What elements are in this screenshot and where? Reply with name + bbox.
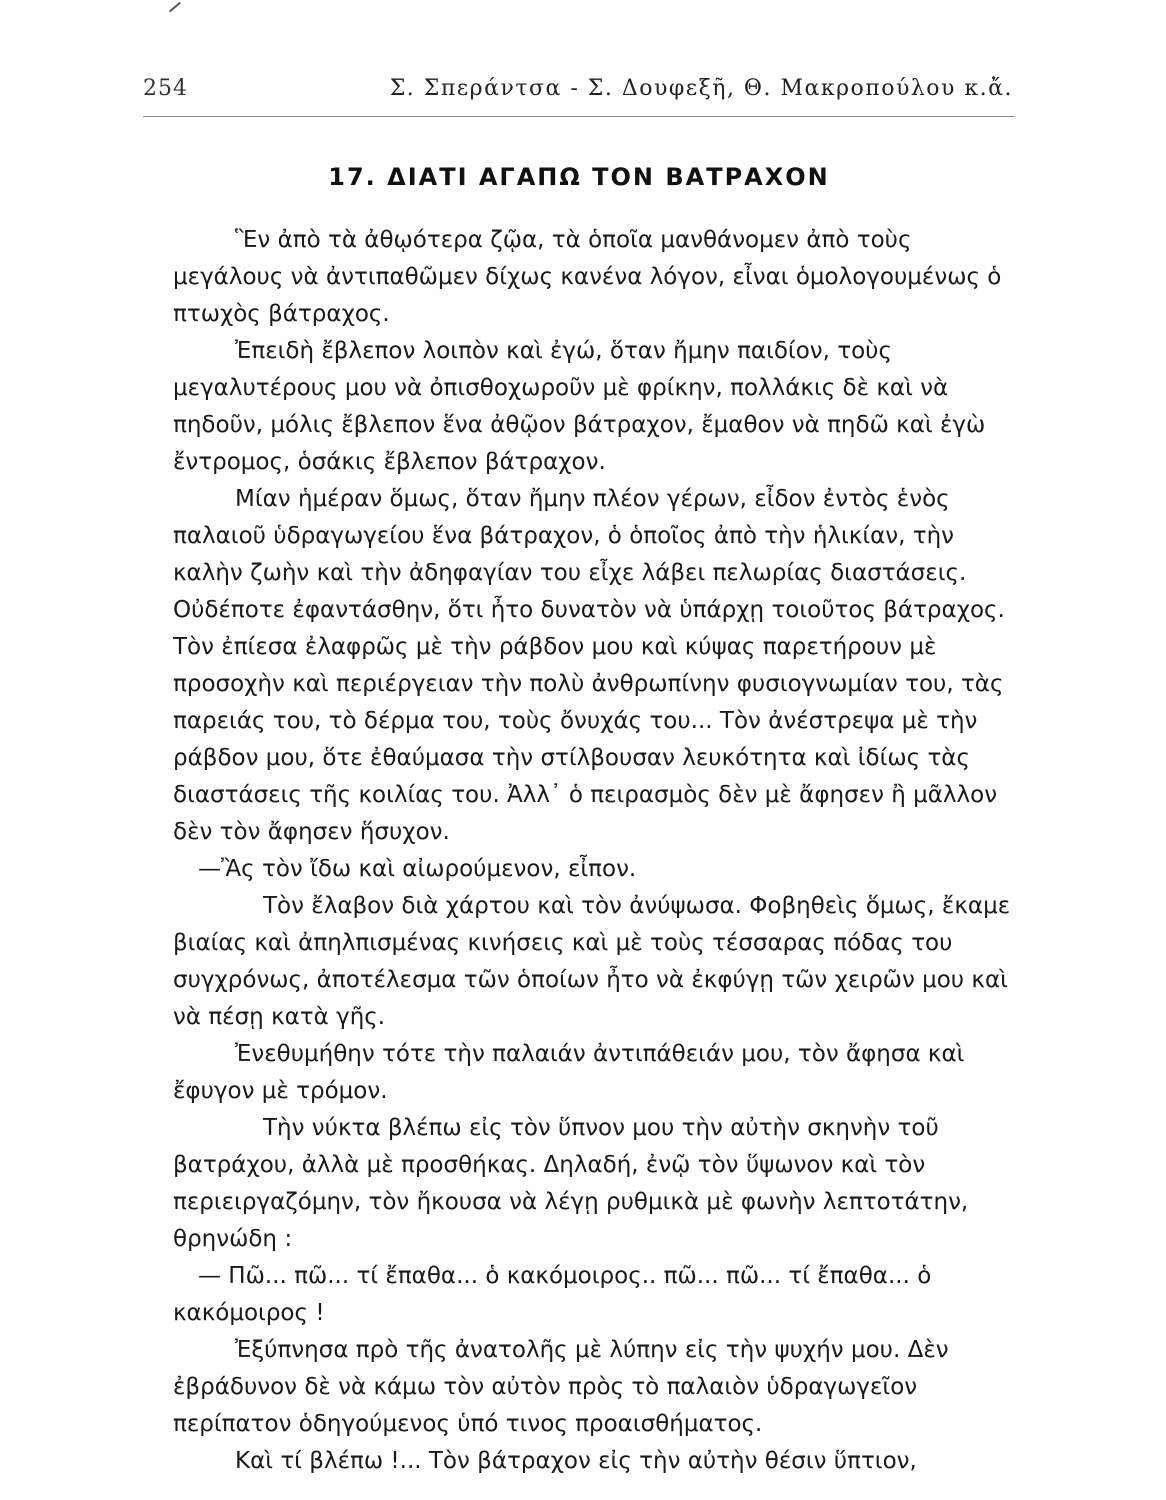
paragraph-2: Ἐπειδὴ ἔβλεπον λοιπὸν καὶ ἐγώ, ὅταν ἤμην παιδίον, τοὺς μεγαλυτέρους μου νὰ ὀπισθοχωροῦν μὲ φρίκην, πολλάκις δὲ καὶ νὰ πηδοῦν, μόλις ἔβλεπον ἕνα ἀθῷον βάτραχον, ἔμαθον νὰ πηδῶ καὶ ἐγὼ ἔντρομος, ὁσάκις ἔβλεπον βάτραχον. — [173, 338, 986, 475]
paragraph-1: Ἓν ἀπὸ τὰ ἀθῳότερα ζῷα, τὰ ὁποῖα μανθάνομεν ἀπὸ τοὺς μεγάλους νὰ ἀντιπαθῶμεν δίχως κανένα λόγον, εἶναι ὁμολογουμένως ὁ πτωχὸς βάτραχος. — [173, 227, 1002, 327]
page-number: 254 — [143, 76, 188, 101]
stray-pen-mark — [169, 2, 181, 13]
paragraph-5: Τὸν ἔλαβον διὰ χάρτου καὶ τὸν ἀνύψωσα. Φοβηθεὶς ὅμως, ἔκαμε βιαίας καὶ ἀπηλπισμένας κινήσεις καὶ μὲ τοὺς τέσσαρας πόδας του συγχρόνως, ἀποτέλεσμα τῶν ὁποίων ἦτο νὰ ἐκφύγῃ τῶν χειρῶν μου καὶ νὰ πέσῃ κατὰ γῆς. — [173, 893, 1011, 1030]
paragraph-9: Ἐξύπνησα πρὸ τῆς ἀνατολῆς μὲ λύπην εἰς τὴν ψυχήν μου. Δὲν ἐβράδυνον δὲ νὰ κάμω τὸν αὐτὸν πρὸς τὸ παλαιὸν ὑδραγωγεῖον περίπατον ὁδηγούμενος ὑπό τινος προαισθήματος. — [173, 1337, 949, 1437]
paragraph-6: Ἐνεθυμήθην τότε τὴν παλαιάν ἀντιπάθειάν μου, τὸν ἄφησα καὶ ἔφυγον μὲ τρόμον. — [173, 1041, 965, 1104]
chapter-title: 17. ΔΙΑΤΙ ΑΓΑΠΩ ΤΟΝ ΒΑΤΡΑΧΟΝ — [328, 163, 830, 191]
paragraph-4-dialogue: —Ἂς τὸν ἴδω καὶ αἰωρούμενον, εἶπον. — [198, 856, 637, 882]
running-head: Σ. Σπεράντσα - Σ. Δουφεξῆ, Θ. Μακροπούλου κ.ἄ. — [389, 76, 1013, 101]
paragraph-7: Τὴν νύκτα βλέπω εἰς τὸν ὕπνον μου τὴν αὐτὴν σκηνὴν τοῦ βατράχου, ἀλλὰ μὲ προσθήκας. Δηλαδή, ἐνῷ τὸν ὕψωνον καὶ τὸν περιειργαζόμην, τὸν ἤκουσα νὰ λέγῃ ρυθμικὰ μὲ φωνὴν λεπτοτάτην, θρηνώδη : — [173, 1115, 969, 1252]
body-text — [173, 222, 1015, 1480]
paragraph-3: Μίαν ἡμέραν ὅμως, ὅταν ἤμην πλέον γέρων, εἶδον ἐντὸς ἑνὸς παλαιοῦ ὑδραγωγείου ἕνα βάτραχον, ὁ ὁποῖος ἀπὸ τὴν ἡλικίαν, τὴν καλὴν ζωὴν καὶ τὴν ἀδηφαγίαν του εἶχε λάβει πελωρίας διαστάσεις. Οὐδέποτε ἐφαντάσθην, ὅτι ἦτο δυνατὸν νὰ ὑπάρχῃ τοιοῦτος βάτραχος. Τὸν ἐπίεσα ἐλαφρῶς μὲ τὴν ράβδον μου καὶ κύψας παρετήρουν μὲ προσοχὴν καὶ περιέργειαν τὴν πολὺ ἀνθρωπίνην φυσιογνωμίαν του, τὰς παρειάς του, τὸ δέρμα του, τοὺς ὄνυχάς του... Τὸν ἀνέστρεψα μὲ τὴν ράβδον μου, ὅτε ἐθαύμασα τὴν στίλβουσαν λευκότητα καὶ ἰδίως τὰς διαστάσεις τῆς κοιλίας του. Ἀλλ᾽ ὁ πειρασμὸς δὲν μὲ ἄφησεν ἢ μᾶλλον δὲν τὸν ἄφησεν ἥσυχον. — [173, 486, 1005, 845]
page-header — [143, 76, 1015, 110]
paragraph-8-lament: — Πῶ... πῶ... τί ἔπαθα... ὁ κακόμοιρος.. πῶ... πῶ... τί ἔπαθα... ὁ κακόμοιρος ! — [173, 1263, 932, 1326]
header-rule — [143, 116, 1015, 117]
paragraph-10: Καὶ τί βλέπω !... Τὸν βάτραχον εἰς τὴν αὐτὴν θέσιν ὕπτιον, — [235, 1448, 917, 1474]
